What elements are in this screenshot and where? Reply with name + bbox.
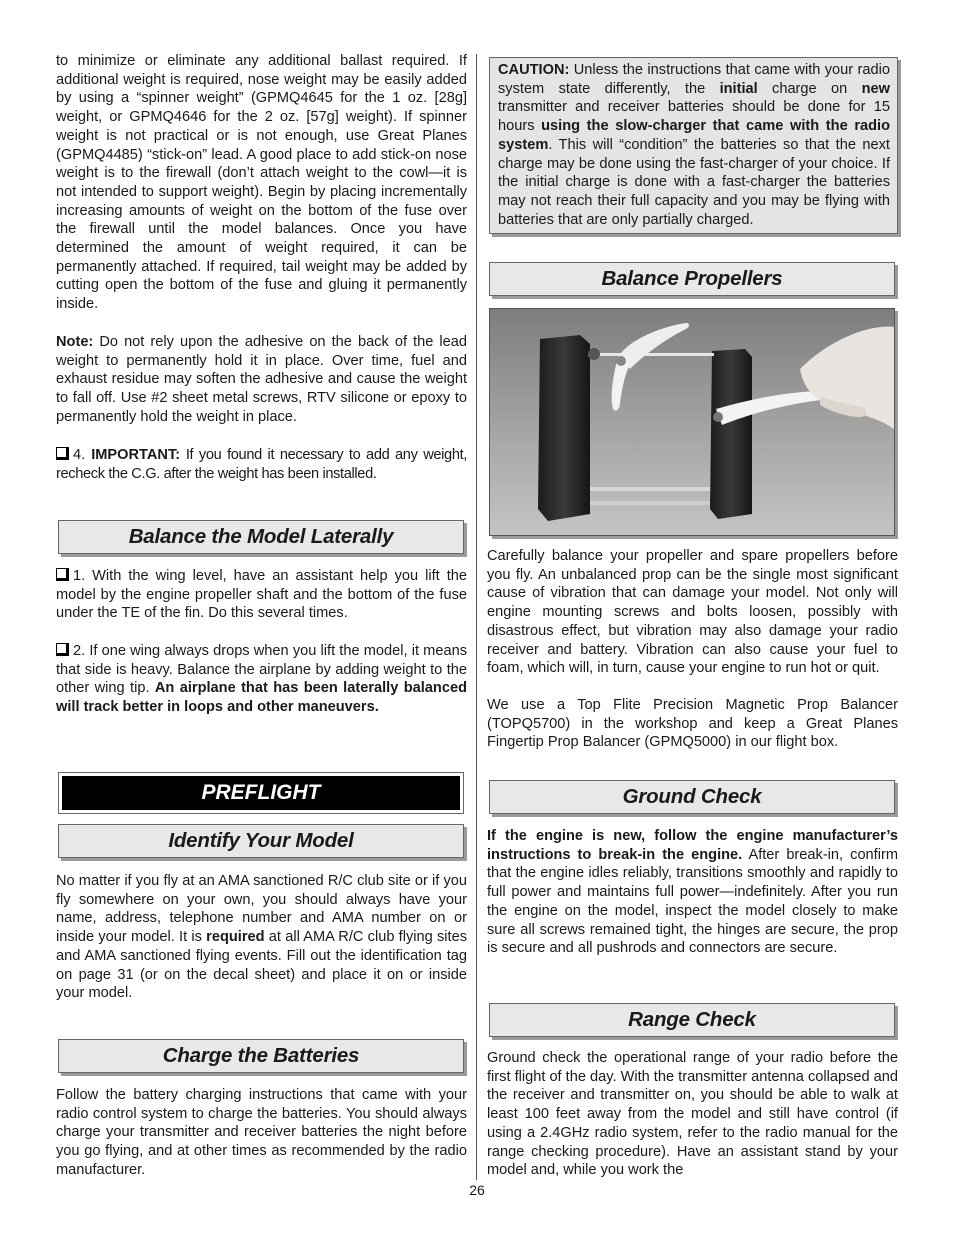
identify-text-a: No matter if you fly at an AMA sanctioned R/C club site or if you fly somewhere on your own, you should always have your name, address, telephone number and AMA number on or inside your model. It is <box>56 873 467 946</box>
propellers-paragraph-2: We use a Top Flite Precision Magnetic Prop Balancer (TOPQ5700) in the workshop and keep a Great Planes Fingertip Prop Balancer (GPMQ5000) in our flight box. <box>487 697 898 751</box>
step-4-paragraph <box>56 446 467 483</box>
section-heading-range <box>489 1003 895 1037</box>
caution-box <box>489 57 898 234</box>
heading-range-title: Range Check <box>628 1008 756 1031</box>
section-heading-identify <box>58 824 464 858</box>
caution-label: CAUTION: <box>498 62 570 78</box>
ground-bold: If the engine is new, follow the engine manufacturer’s instructions to break-in the engine. <box>487 828 898 863</box>
caution-part-c: transmitter and receiver batteries should be done for 15 hours <box>498 99 890 135</box>
identify-text-b: at all AMA R/C club flying sites and AMA sanctioned flying events. Fill out the identification tag on page 31 (or on the decal sheet) and place it on or inside your model. <box>56 929 467 1002</box>
checkbox-icon[interactable] <box>56 568 69 581</box>
lateral-step-2-bold: An airplane that has been laterally balanced will track better in loops and other maneuvers. <box>56 680 467 716</box>
step-4-text: If you found it necessary to add any weight, recheck the C.G. after the weight has been installed. <box>56 447 467 482</box>
note-label: Note: <box>56 334 94 350</box>
preflight-banner <box>62 776 460 810</box>
ballast-paragraph: to minimize or eliminate any additional ballast required. If additional weight is required, nose weight may be easily added by using a “spinner weight” (GPMQ4645 for the 1 oz. [28g] weight, or GPMQ4646 for the 2 oz. [57g] weight). If spinner weight is not practical or is not enough, use Great Planes (GPMQ4485) “stick-on” lead. A good place to add stick-on nose weight is to the firewall (don’t attach weight to the cowl—it is not intended to support weight). Begin by placing incrementally increasing amounts of weight on the bottom of the fuse over the firewall until the model balances. Once you have determined the amount of weight required, it can be permanently attached. If required, tail weight may be added by cutting open the bottom of the fuse and gluing it permanently inside. <box>56 53 467 313</box>
page-number: 26 <box>469 1182 485 1198</box>
heading-identify-title: Identify Your Model <box>168 829 354 852</box>
heading-preflight-title: PREFLIGHT <box>201 781 321 804</box>
checkbox-icon[interactable] <box>56 447 69 460</box>
identify-paragraph <box>56 872 467 1003</box>
caution-new: new <box>861 80 890 97</box>
charge-paragraph: Follow the battery charging instructions that came with your radio control system to charge the batteries. You should always charge your transmitter and receiver batteries the night before you go flying, and at other times as recommended by the radio manufacturer. <box>56 1087 467 1178</box>
propellers-paragraph-1: Carefully balance your propeller and spare propellers before you fly. An unbalanced prop can be the single most significant cause of vibration that can damage your model. Not only will engine mounting screws and bolts loosen, possibly with disastrous effect, but vibration may also damage your radio receiver and battery. Vibration can also cause your fuel to foam, which will, in turn, cause your engine to run hot or quit. <box>487 548 898 677</box>
ground-text: After break-in, confirm that the engine idles reliably, transitions smoothly and rapidly to full power and maintains full power—indefinitely. After you run the engine on the model, inspect the model closely to make sure all screws remained tight, the hinges are secure, the prop is secure and all pushrods and connectors are secure. <box>487 846 898 957</box>
section-heading-propellers <box>489 262 895 296</box>
section-heading-charge <box>58 1039 464 1073</box>
caution-bold: using the slow-charger that came with the radio system <box>498 118 890 153</box>
step-4-label: IMPORTANT: <box>91 447 181 463</box>
prop-balancer-illustration <box>490 309 894 535</box>
ground-paragraph <box>487 827 898 958</box>
note-text: Do not rely upon the adhesive on the back of the lead weight to permanently hold it in place. Over time, fuel and exhaust residue may soften the adhesive and cause the weight to fall off. Use #2 sheet metal screws, RTV silicone or epoxy to permanently hold the weight in place. <box>56 334 467 425</box>
column-divider <box>476 54 477 1180</box>
heading-propellers-title: Balance Propellers <box>601 267 783 290</box>
step-4-number: 4. <box>73 447 92 463</box>
lateral-step-1-text: 1. With the wing level, have an assistant help you lift the model by the engine propeller shaft and the bottom of the fuse under the TE of the fin. Do this several times. <box>56 568 467 622</box>
heading-charge-title: Charge the Batteries <box>162 1044 360 1067</box>
section-heading-preflight <box>58 772 464 814</box>
caution-part-a: Unless the instructions that came with your radio system state differently, the <box>498 62 890 97</box>
lateral-step-2 <box>56 642 467 717</box>
identify-required: required <box>206 929 265 946</box>
heading-ground-title: Ground Check <box>622 785 762 808</box>
lateral-step-1 <box>56 567 467 623</box>
checkbox-icon[interactable] <box>56 643 69 656</box>
prop-balancer-photo <box>489 308 895 536</box>
section-heading-ground <box>489 780 895 814</box>
caution-initial: initial <box>719 80 758 97</box>
caution-part-d: . This will “condition” the batteries so that the next charge may be done using the fast-charger of your choice. If the initial charge is done with a fast-charger the batteries may not reach their full capacity and you may be flying with batteries that are only partially charged. <box>498 136 890 228</box>
range-paragraph: Ground check the operational range of your radio before the first flight of the day. With the transmitter antenna collapsed and the receiver and transmitter on, you should be able to walk at least 100 feet away from the model and still have control (if using a 2.4GHz radio system, refer to the radio manual for the range checking procedure). Have an assistant stand by your model and, while you work the <box>487 1050 899 1179</box>
note-paragraph <box>56 333 467 427</box>
heading-lateral-title: Balance the Model Laterally <box>128 525 394 548</box>
section-heading-lateral <box>58 520 464 554</box>
caution-part-b: charge on <box>757 80 862 97</box>
lateral-step-2-text: 2. If one wing always drops when you lift the model, it means that side is heavy. Balance the airplane by adding weight to the other wing tip. <box>56 643 467 697</box>
caution-text <box>498 61 890 229</box>
